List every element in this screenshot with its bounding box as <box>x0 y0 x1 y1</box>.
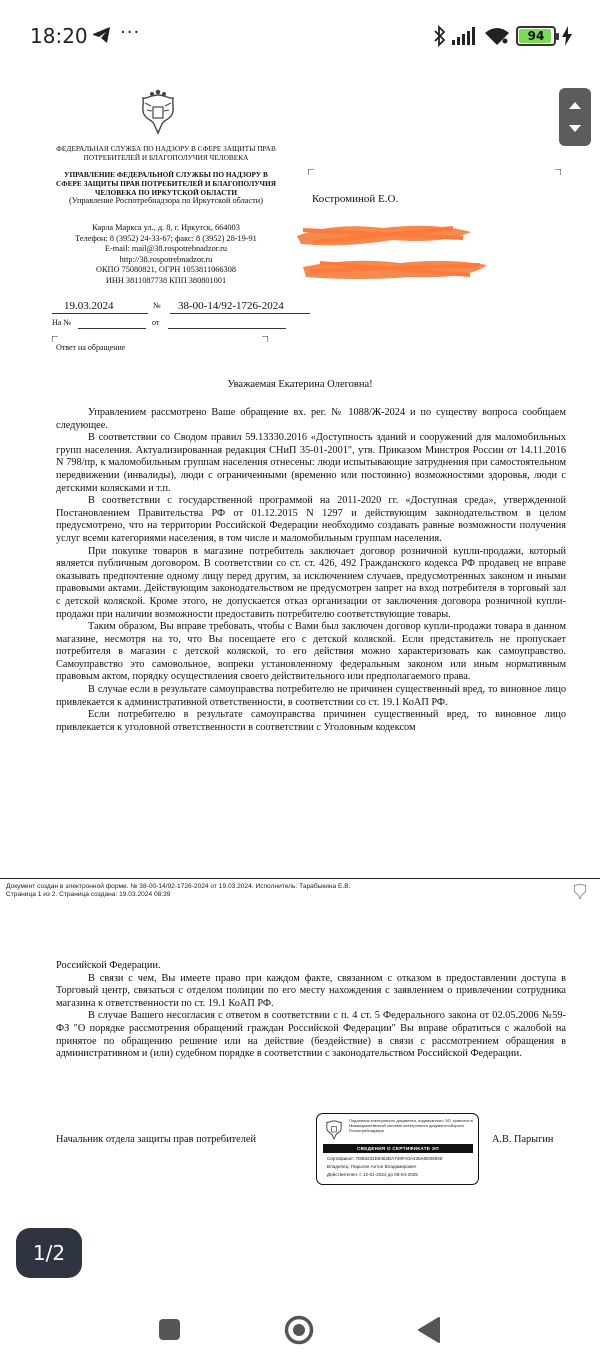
org-header: ФЕДЕРАЛЬНАЯ СЛУЖБА ПО НАДЗОРУ В СФЕРЕ ЗАЩИТЫ ПРАВ ПОТРЕБИТЕЛЕЙ И БЛАГОПОЛУЧИЯ ЧЕЛОВЕКА <box>56 144 276 162</box>
coat-of-arms-icon <box>137 89 179 139</box>
field-corner-mark <box>262 336 268 342</box>
paragraph: В связи с чем, Вы имеете право при каждом факте, связанном с отказом в предоставлении доступа в Торговый центр, связаться с отделом полиции по его месту нахождения с заявлением о привлечении сотрудника магазина к ответственности по ст. 19.1 КоАП РФ. <box>56 972 566 1009</box>
home-button[interactable] <box>284 1315 314 1345</box>
paragraph: В соответствии с государственной программой на 2011-2020 гг. «Доступная среда», утвержденной Постановлением Правительства РФ от 01.12.2015 N 1297 и действующим законодательством в целом предусмотрено, что на территории Российской Федерации необходимо создавать равные возможности получения услуг всеми категориями населения, в том числе и маломобильным группам населения. <box>56 495 566 544</box>
scroll-down-icon[interactable] <box>568 124 582 134</box>
stamp-header: Подлинник электронного документа, подписанного ЭП, хранится в Межведомственной системе электронного документооборота Роспотребнадзора <box>349 1118 473 1133</box>
paragraph: В соответствии со Сводом правил 59.13330.2016 «Доступность зданий и сооружений для маломобильных групп населения. Актуализированная редакция СНиП 35-01-2001", утв. Приказом Минстроя России от 14.11.2016 N 798/пр, к маломобильным группам населения отнесены: люди испытывающие затруднения при самостоятельном передвижении (инвалиды), люди с ограниченными (временно или постоянно) возможностями здоровья, люди с детскими колясками и т.п. <box>56 432 566 494</box>
charging-icon <box>562 26 572 46</box>
paragraph: В случае Вашего несогласия с ответом в соответствии с п. 4 ст. 5 Федерального закона от 02.05.2006 №59-ФЗ "О порядке рассмотрения обращений граждан Российской Федерации" Вы вправе обратиться с жалобой на принятое по обращению решение или на действие (бездействие) в связи с рассмотрением обращения в административном и (или) судебном порядке в соответствии с законодательством Российской Федерации. <box>56 1010 566 1060</box>
stamp-emblem-icon <box>323 1118 345 1142</box>
digital-signature-stamp <box>316 1113 479 1185</box>
reference-underline <box>78 328 146 329</box>
address-line: ИНН 3811087738 КПП 380801001 <box>105 275 227 285</box>
reference-date-label: от <box>152 318 160 327</box>
paragraph: В случае если в результате самоуправства потребителю не причинен существенный вред, то виновное лицо привлекается к административной ответственности, в соответствии со ст. 19.1 КоАП РФ. <box>56 684 566 708</box>
more-notifications-icon: ··· <box>120 22 141 43</box>
footer-info <box>6 883 351 899</box>
bluetooth-icon <box>434 25 446 47</box>
reference-date-underline <box>168 328 286 329</box>
stamp-owner: Владелец: Парыгин Антон Владимирович <box>327 1164 417 1169</box>
navigation-bar <box>0 1300 600 1366</box>
address-line: ОКПО 75080821, ОГРН 1053811066308 <box>95 265 236 275</box>
org-short-name: (Управление Роспотребнадзора по Иркутской области) <box>69 196 263 205</box>
signal-icon <box>452 27 478 45</box>
page-separator <box>0 908 600 954</box>
scroll-up-icon[interactable] <box>568 100 582 110</box>
date-underline <box>52 313 148 314</box>
paragraph: Управлением рассмотрено Ваше обращение вх. рег. № 1088/Ж-2024 и по существу вопроса сообщаем следующее. <box>56 407 566 431</box>
page-indicator[interactable]: 1/2 <box>16 1228 82 1278</box>
addressee: Костроминой Е.О. <box>312 193 399 205</box>
paragraph: Если потребителю в результате самоуправства причинен существенный вред, то виновное лицо привлекается к уголовной ответственности в соответствии с Уголовным кодексом <box>56 709 566 733</box>
document-date: 19.03.2024 <box>64 300 114 312</box>
reply-label: Ответ на обращение <box>56 343 126 352</box>
status-icons <box>434 22 572 50</box>
address-line: http://38.rospotrebnadzor.ru <box>119 254 213 264</box>
battery-icon <box>516 26 556 46</box>
paragraph: При покупке товаров в магазине потребитель заключает договор розничной купли-продажи, который является публичным договором. В соответствии со ст. ст. 426, 492 Гражданского кодекса РФ продавец не вправе оказывать предпочтение одному лицу перед другим, за исключением случаев, предусмотренных законом и иными правовыми актами. Действующим законодательством не предусмотрен запрет на вход потребителя в торговый зал с детской коляской. Кроме этого, не допускается отказ организации от заключения договора розничной купли-продажи при наличии возможности предоставить потребителю соответствующие товары. <box>56 545 566 620</box>
footer-line: Страница 1 из 2. Страница создана: 19.03.2024 08:39 <box>6 891 171 898</box>
document-page-1 <box>0 72 600 878</box>
wifi-icon <box>484 26 510 46</box>
recent-apps-button[interactable] <box>159 1319 180 1340</box>
org-address <box>56 223 276 287</box>
paragraph: Таким образом, Вы вправе требовать, чтобы с Вами был заключен договор купли-продажи товара в данном магазине, несмотря на то, что Вы посещаете его с детской коляской. Если представитель не пропускает потребителя в магазин с детской коляской, то его действия можно характеризовать как самоуправство. Самоуправство это самовольное, вопреки установленному федеральным законом или иным нормативным правовым актом, порядку осуществления своего действительного или предполагаемого права. <box>56 621 566 683</box>
field-corner-mark <box>555 169 561 175</box>
back-button[interactable] <box>417 1317 441 1343</box>
redaction-mark <box>300 255 490 283</box>
number-sign: № <box>153 301 161 310</box>
footer-emblem-icon <box>572 882 588 901</box>
telegram-icon <box>92 26 112 44</box>
signer-name: А.В. Парыгин <box>492 1134 554 1145</box>
page-footer <box>0 878 600 908</box>
document-number: 38-00-14/92-1726-2024 <box>178 300 284 312</box>
letter-body <box>56 407 566 734</box>
address-line: Карла Маркса ул., д. 8, г. Иркутск, 664003 <box>92 223 240 232</box>
redaction-mark <box>293 218 475 250</box>
stamp-band: СВЕДЕНИЯ О СЕРТИФИКАТЕ ЭП <box>323 1144 473 1153</box>
battery-percent: 94 <box>527 29 545 43</box>
battery-tip <box>556 33 559 40</box>
status-bar <box>0 0 600 72</box>
signature-title: Начальник отдела защиты прав потребителей <box>56 1134 256 1145</box>
org-name: УПРАВЛЕНИЕ ФЕДЕРАЛЬНОЙ СЛУЖБЫ ПО НАДЗОРУ В СФЕРЕ ЗАЩИТЫ ПРАВ ПОТРЕБИТЕЛЕЙ И БЛАГОПОЛУЧИЯ ЧЕЛОВЕКА ПО ИРКУТСКОЙ ОБЛАСТИ <box>56 170 276 197</box>
number-underline <box>170 313 310 314</box>
reference-number-label: На № <box>52 318 71 327</box>
letter-body-page-2 <box>56 960 566 1061</box>
paragraph: Российской Федерации. <box>56 960 161 971</box>
address-line: Телефон: 8 (3952) 24-33-67; факс: 8 (3952) 28-19-91 <box>75 233 257 243</box>
field-corner-mark <box>308 169 314 175</box>
scroll-control[interactable] <box>559 88 591 146</box>
salutation: Уважаемая Екатерина Олеговна! <box>227 379 373 390</box>
stamp-certificate: Сертификат: 7DB6231E6462BA749FA0A436A0D06948 <box>327 1156 443 1161</box>
footer-line: Документ создан в электронной форме. № 38-00-14/92-1726-2024 от 19.03.2024. Исполнитель: Тарабыкина Е.В. <box>6 883 351 890</box>
address-line: E-mail: mail@38.rospotrebnadzor.ru <box>104 244 228 254</box>
status-time: 18:20 <box>30 24 88 48</box>
stamp-validity: Действителен: с 12-01-2024 до 06-04-2025 <box>327 1172 418 1177</box>
field-corner-mark <box>52 336 58 342</box>
